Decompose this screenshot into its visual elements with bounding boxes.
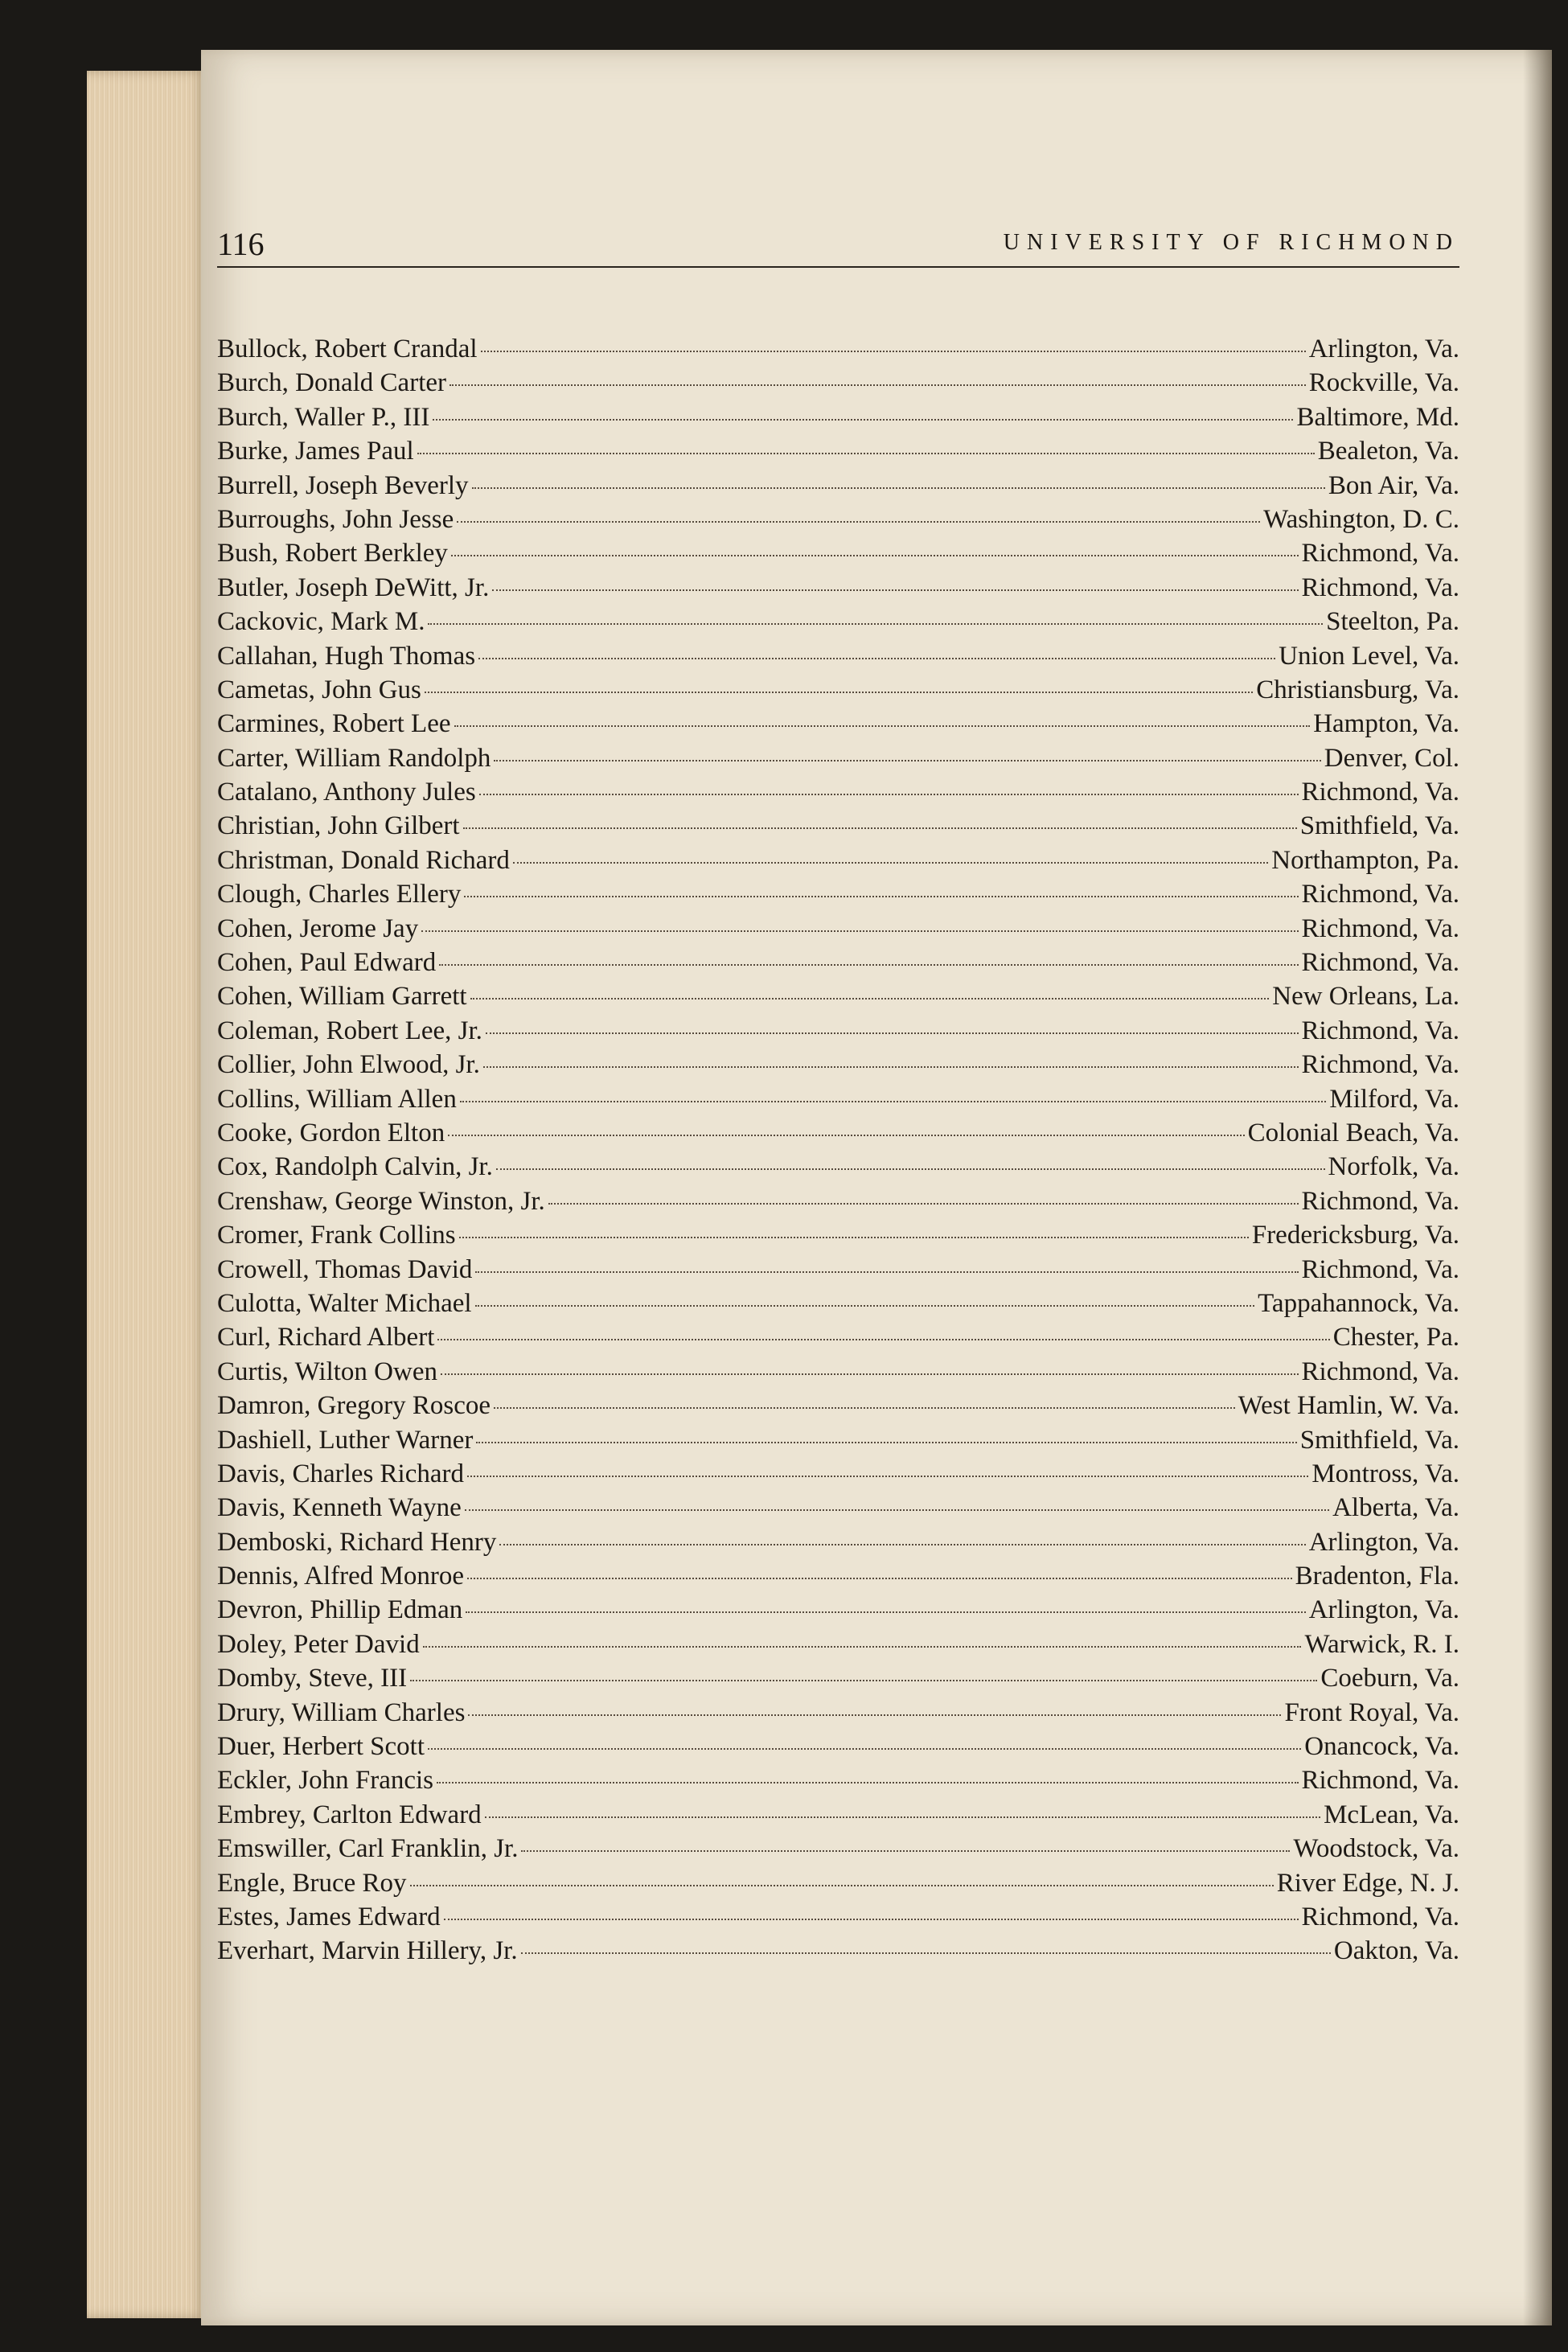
roster-entry xyxy=(217,403,1459,437)
roster-entry xyxy=(217,675,1459,709)
student-name: Bullock, Robert Crandal xyxy=(217,335,478,363)
student-name: Burch, Donald Carter xyxy=(217,368,446,398)
student-name: Doley, Peter David xyxy=(217,1629,420,1659)
hometown: Milford, Va. xyxy=(1329,1084,1459,1114)
roster-entry xyxy=(217,811,1459,845)
hometown: Montross, Va. xyxy=(1311,1459,1459,1488)
hometown: Washington, D. C. xyxy=(1263,504,1459,534)
dot-leader xyxy=(439,964,1298,966)
dot-leader xyxy=(433,419,1293,421)
dot-leader xyxy=(410,1885,1274,1886)
hometown: Arlington, Va. xyxy=(1308,1527,1459,1557)
dot-leader xyxy=(417,453,1315,454)
student-name: Everhart, Marvin Hillery, Jr. xyxy=(217,1936,518,1966)
hometown: Union Level, Va. xyxy=(1279,641,1459,671)
student-name: Coleman, Robert Lee, Jr. xyxy=(217,1016,482,1045)
dot-leader xyxy=(425,692,1253,693)
hometown: Bealeton, Va. xyxy=(1317,437,1459,466)
student-name: Crowell, Thomas David xyxy=(217,1254,473,1284)
dot-leader xyxy=(467,1578,1292,1579)
dot-leader xyxy=(437,1339,1329,1340)
dot-leader xyxy=(479,794,1299,795)
running-head: UNIVERSITY OF RICHMOND xyxy=(1003,230,1459,255)
hometown: Richmond, Va. xyxy=(1301,1357,1459,1386)
roster-entry xyxy=(217,1732,1459,1766)
hometown: Rockville, Va. xyxy=(1308,368,1459,398)
dot-leader xyxy=(548,1203,1299,1205)
hometown: McLean, Va. xyxy=(1324,1800,1459,1829)
roster-entry xyxy=(217,471,1459,505)
roster-entry xyxy=(217,880,1459,913)
student-name: Engle, Bruce Roy xyxy=(217,1868,407,1898)
dot-leader xyxy=(478,658,1275,659)
student-name: Emswiller, Carl Franklin, Jr. xyxy=(217,1834,519,1864)
roster-entry xyxy=(217,709,1459,743)
student-name: Burrell, Joseph Beverly xyxy=(217,470,469,500)
hometown: Chester, Pa. xyxy=(1332,1323,1459,1353)
hometown: New Orleans, La. xyxy=(1272,982,1459,1012)
hometown: Richmond, Va. xyxy=(1301,1766,1459,1796)
student-name: Curtis, Wilton Owen xyxy=(217,1357,437,1386)
student-name: Callahan, Hugh Thomas xyxy=(217,641,476,671)
student-name: Cromer, Frank Collins xyxy=(217,1221,456,1250)
hometown: Baltimore, Md. xyxy=(1296,402,1459,432)
dot-leader xyxy=(463,827,1297,829)
roster-entry xyxy=(217,505,1459,539)
roster-entry xyxy=(217,1085,1459,1119)
hometown: Woodstock, Va. xyxy=(1293,1834,1459,1864)
roster-entry xyxy=(217,1459,1459,1493)
student-name: Cohen, William Garrett xyxy=(217,982,467,1012)
hometown: Richmond, Va. xyxy=(1301,573,1459,602)
roster-entry xyxy=(217,1187,1459,1221)
hometown: Richmond, Va. xyxy=(1301,1902,1459,1931)
page-header xyxy=(217,225,1459,265)
roster-entry xyxy=(217,1936,1459,1970)
roster-entry xyxy=(217,368,1459,402)
roster-entry xyxy=(217,846,1459,880)
hometown: Richmond, Va. xyxy=(1301,948,1459,978)
roster-entry xyxy=(217,1698,1459,1732)
dot-leader xyxy=(494,760,1320,761)
hometown: Richmond, Va. xyxy=(1301,1050,1459,1080)
roster-entry xyxy=(217,1221,1459,1254)
hometown: Front Royal, Va. xyxy=(1284,1697,1459,1727)
student-name: Christian, John Gilbert xyxy=(217,811,460,841)
dot-leader xyxy=(428,1748,1301,1750)
roster-entry xyxy=(217,335,1459,368)
roster-entry xyxy=(217,744,1459,778)
student-name: Cohen, Jerome Jay xyxy=(217,913,419,943)
page-number: 116 xyxy=(217,226,265,262)
dot-leader xyxy=(496,1168,1325,1170)
dot-leader xyxy=(457,521,1260,523)
hometown: Warwick, R. I. xyxy=(1304,1629,1459,1659)
dot-leader xyxy=(470,998,1270,999)
roster-entry xyxy=(217,1903,1459,1936)
hometown: Onancock, Va. xyxy=(1304,1732,1459,1762)
hometown: Richmond, Va. xyxy=(1301,539,1459,569)
dot-leader xyxy=(483,1066,1299,1068)
student-name: Dashiell, Luther Warner xyxy=(217,1425,474,1455)
dot-leader xyxy=(499,1544,1305,1545)
dot-leader xyxy=(428,623,1323,625)
student-name: Crenshaw, George Winston, Jr. xyxy=(217,1186,545,1216)
roster-entry xyxy=(217,1869,1459,1903)
dot-leader xyxy=(472,487,1325,489)
student-name: Burch, Waller P., III xyxy=(217,402,430,432)
dot-leader xyxy=(492,589,1298,591)
hometown: Richmond, Va. xyxy=(1301,913,1459,943)
student-name: Cooke, Gordon Elton xyxy=(217,1118,445,1147)
roster-entry xyxy=(217,539,1459,573)
student-roster-list xyxy=(217,335,1459,1971)
student-name: Carmines, Robert Lee xyxy=(217,709,451,739)
student-name: Davis, Kenneth Wayne xyxy=(217,1493,462,1523)
dot-leader xyxy=(467,1476,1308,1477)
hometown: Richmond, Va. xyxy=(1301,1016,1459,1045)
roster-entry xyxy=(217,1289,1459,1323)
dot-leader xyxy=(476,1442,1296,1443)
dot-leader xyxy=(464,896,1298,897)
header-rule xyxy=(217,266,1459,268)
student-name: Cohen, Paul Edward xyxy=(217,948,437,978)
hometown: Coeburn, Va. xyxy=(1320,1664,1459,1693)
dot-leader xyxy=(449,384,1306,386)
dot-leader xyxy=(466,1611,1305,1613)
roster-entry xyxy=(217,1323,1459,1357)
student-name: Clough, Charles Ellery xyxy=(217,880,462,909)
dot-leader xyxy=(465,1509,1329,1511)
student-name: Davis, Charles Richard xyxy=(217,1459,465,1488)
student-name: Estes, James Edward xyxy=(217,1902,441,1931)
student-name: Christman, Donald Richard xyxy=(217,845,510,875)
student-name: Duer, Herbert Scott xyxy=(217,1732,425,1762)
dot-leader xyxy=(486,1032,1299,1034)
hometown: Hampton, Va. xyxy=(1313,709,1459,739)
hometown: Richmond, Va. xyxy=(1301,1254,1459,1284)
student-name: Eckler, John Francis xyxy=(217,1766,434,1796)
dot-leader xyxy=(441,1373,1299,1375)
student-name: Embrey, Carlton Edward xyxy=(217,1800,482,1829)
hometown: Denver, Col. xyxy=(1324,743,1459,773)
hometown: Bradenton, Fla. xyxy=(1295,1562,1459,1591)
roster-entry xyxy=(217,1562,1459,1595)
student-name: Cox, Randolph Calvin, Jr. xyxy=(217,1152,493,1182)
dot-leader xyxy=(521,1850,1290,1852)
roster-entry xyxy=(217,1152,1459,1186)
roster-entry xyxy=(217,1528,1459,1562)
hometown: Richmond, Va. xyxy=(1301,778,1459,807)
student-name: Drury, William Charles xyxy=(217,1697,466,1727)
dot-leader xyxy=(494,1407,1235,1409)
student-name: Dennis, Alfred Monroe xyxy=(217,1562,465,1591)
hometown: Smithfield, Va. xyxy=(1299,811,1459,841)
roster-entry xyxy=(217,1119,1459,1152)
dot-leader xyxy=(521,1952,1331,1954)
dot-leader xyxy=(448,1135,1244,1136)
roster-entry xyxy=(217,1800,1459,1834)
roster-entry xyxy=(217,1595,1459,1629)
dot-leader xyxy=(444,1919,1299,1920)
hometown: Richmond, Va. xyxy=(1301,1186,1459,1216)
hometown: West Hamlin, W. Va. xyxy=(1238,1391,1459,1421)
student-name: Cametas, John Gus xyxy=(217,675,421,704)
student-name: Curl, Richard Albert xyxy=(217,1323,435,1353)
student-name: Culotta, Walter Michael xyxy=(217,1288,472,1318)
student-name: Collins, William Allen xyxy=(217,1084,457,1114)
dot-leader xyxy=(513,862,1268,864)
roster-entry xyxy=(217,1766,1459,1800)
roster-entry xyxy=(217,1426,1459,1459)
roster-entry xyxy=(217,573,1459,607)
student-name: Cackovic, Mark M. xyxy=(217,607,425,637)
hometown: Northampton, Pa. xyxy=(1271,845,1459,875)
student-name: Damron, Gregory Roscoe xyxy=(217,1391,491,1421)
hometown: Alberta, Va. xyxy=(1332,1493,1459,1523)
page-gutter-shadow xyxy=(1523,50,1552,2325)
book-page-edges xyxy=(87,71,207,2318)
student-name: Catalano, Anthony Jules xyxy=(217,778,476,807)
roster-entry xyxy=(217,437,1459,470)
hometown: Steelton, Pa. xyxy=(1326,607,1459,637)
student-name: Burke, James Paul xyxy=(217,437,414,466)
hometown: Fredericksburg, Va. xyxy=(1251,1221,1459,1250)
roster-entry xyxy=(217,1357,1459,1391)
dot-leader xyxy=(475,1271,1298,1273)
student-name: Bush, Robert Berkley xyxy=(217,539,448,569)
hometown: Richmond, Va. xyxy=(1301,880,1459,909)
roster-entry xyxy=(217,914,1459,948)
roster-entry xyxy=(217,1493,1459,1527)
roster-entry xyxy=(217,778,1459,811)
dot-leader xyxy=(485,1816,1320,1818)
roster-entry xyxy=(217,1016,1459,1050)
student-name: Devron, Phillip Edman xyxy=(217,1595,463,1625)
hometown: Colonial Beach, Va. xyxy=(1247,1118,1459,1147)
hometown: Norfolk, Va. xyxy=(1328,1152,1459,1182)
hometown: Arlington, Va. xyxy=(1308,335,1459,363)
dot-leader xyxy=(454,725,1311,727)
student-name: Butler, Joseph DeWitt, Jr. xyxy=(217,573,490,602)
hometown: Bon Air, Va. xyxy=(1328,470,1459,500)
roster-entry xyxy=(217,642,1459,675)
dot-leader xyxy=(421,930,1298,932)
dot-leader xyxy=(481,351,1306,352)
hometown: Tappahannock, Va. xyxy=(1258,1288,1459,1318)
student-name: Collier, John Elwood, Jr. xyxy=(217,1050,480,1080)
roster-entry xyxy=(217,982,1459,1016)
roster-entry xyxy=(217,1391,1459,1425)
roster-entry xyxy=(217,1664,1459,1697)
hometown: Arlington, Va. xyxy=(1308,1595,1459,1625)
hometown: Oakton, Va. xyxy=(1333,1936,1459,1966)
dot-leader xyxy=(410,1680,1317,1681)
roster-entry xyxy=(217,1630,1459,1664)
student-name: Domby, Steve, III xyxy=(217,1664,408,1693)
dot-leader xyxy=(460,1101,1327,1102)
hometown: Christiansburg, Va. xyxy=(1256,675,1459,704)
student-name: Carter, William Randolph xyxy=(217,743,491,773)
dot-leader xyxy=(475,1305,1255,1307)
student-name: Demboski, Richard Henry xyxy=(217,1527,497,1557)
hometown: River Edge, N. J. xyxy=(1276,1868,1459,1898)
dot-leader xyxy=(451,555,1299,556)
roster-entry xyxy=(217,948,1459,982)
dot-leader xyxy=(437,1782,1298,1783)
dot-leader xyxy=(459,1237,1249,1238)
roster-entry xyxy=(217,1255,1459,1289)
hometown: Smithfield, Va. xyxy=(1299,1425,1459,1455)
student-name: Burroughs, John Jesse xyxy=(217,504,454,534)
roster-entry xyxy=(217,1050,1459,1084)
dot-leader xyxy=(423,1646,1302,1648)
dot-leader xyxy=(468,1714,1281,1716)
roster-entry xyxy=(217,1834,1459,1868)
roster-entry xyxy=(217,607,1459,641)
